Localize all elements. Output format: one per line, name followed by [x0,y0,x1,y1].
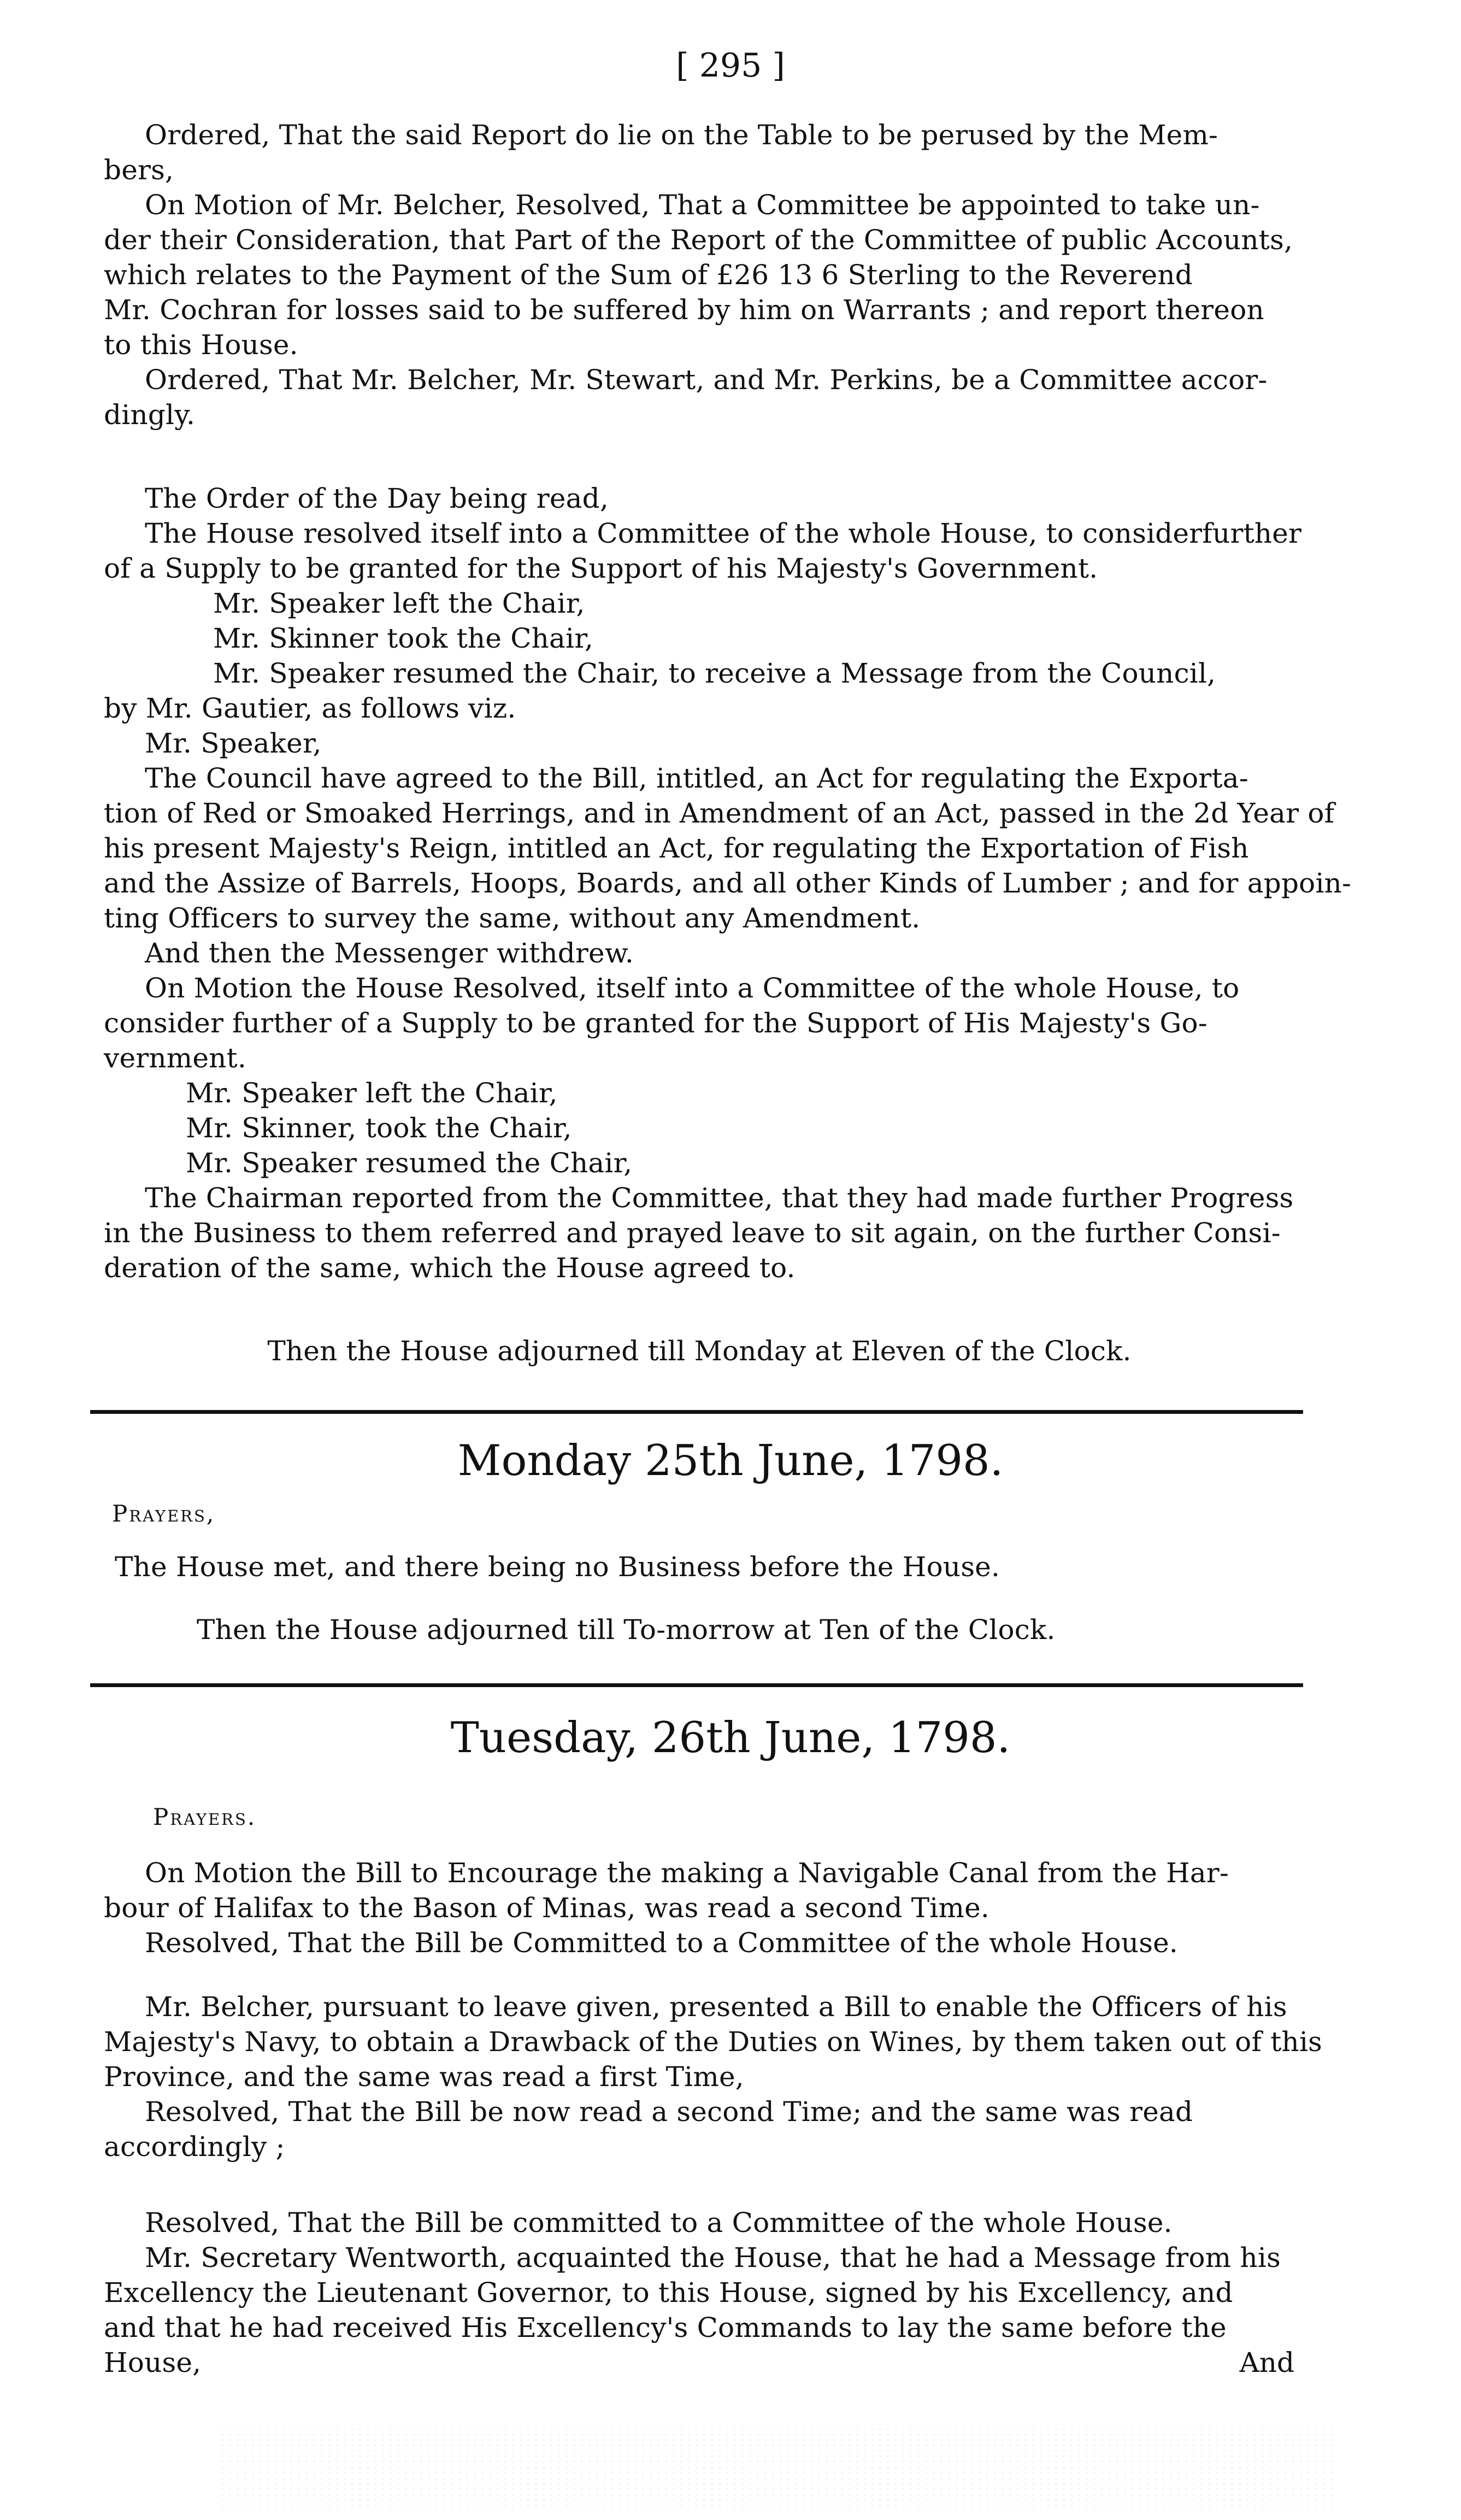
text-line: in the Business to them referred and prayed leave to sit again, on the further Consi- [104,1217,1281,1249]
text-line: Then the House adjourned till To-morrow at Ten of the Clock. [197,1614,1056,1646]
text-line: which relates to the Payment of the Sum of £26 13 6 Sterling to the Reverend [104,259,1193,291]
text-line: Excellency the Lieutenant Governor, to this House, signed by his Excellency, and [104,2277,1233,2308]
text-line: On Motion the Bill to Encourage the making a Navigable Canal from the Har- [145,1857,1229,1889]
text-line: his present Majesty's Reign, intitled an Act, for regulating the Exportation of Fish [104,832,1249,864]
text-line: Resolved, That the Bill be committed to a Committee of the whole House. [145,2207,1173,2239]
section-divider [90,1410,1303,1414]
text-line: Mr. Speaker resumed the Chair, [186,1147,633,1179]
text-line: Province, and the same was read a first Time, [104,2061,744,2093]
text-line: bour of Halifax to the Bason of Minas, was read a second Time. [104,1892,989,1924]
text-line: Mr. Speaker left the Chair, [213,588,585,619]
section-tuesday [104,1855,1295,1960]
text-line: Majesty's Navy, to obtain a Drawback of the Duties on Wines, by them taken out of this [104,2026,1322,2058]
text-line: Mr. Cochran for losses said to be suffered by him on Warrants ; and report thereon [104,294,1264,326]
section-monday [104,1549,1295,1584]
text-line: Resolved, That the Bill be now read a second Time; and the same was read [145,2096,1193,2128]
prayers-heading: Prayers. [153,1804,257,1830]
text-line: Ordered, That the said Report do lie on the Table to be perused by the Mem- [145,119,1218,151]
day-heading-monday: Monday 25th June, 1798. [457,1436,1004,1485]
text-line: Then the House adjourned till Monday at Eleven of the Clock. [267,1335,1132,1367]
section-report [104,118,1295,432]
text-line: tion of Red or Smoaked Herrings, and in Amendment of an Act, passed in the 2d Year of [104,797,1335,829]
text-line: Mr. Belcher, pursuant to leave given, presented a Bill to enable the Officers of his [145,1991,1287,2023]
text-line: Mr. Speaker, [145,727,322,759]
text-line: and the Assize of Barrels, Hoops, Boards, and all other Kinds of Lumber ; and for appoin- [104,867,1352,899]
day-heading-tuesday: Tuesday, 26th June, 1798. [450,1713,1011,1763]
catchword: And [1239,2347,1294,2378]
text-line: consider further of a Supply to be granted for the Support of His Majesty's Go- [104,1007,1207,1039]
text-line: On Motion of Mr. Belcher, Resolved, That a Committee be appointed to take un- [145,189,1260,221]
text-line: House, [104,2347,202,2378]
text-line: deration of the same, which the House agreed to. [104,1252,796,1284]
text-line: On Motion the House Resolved, itself into a Committee of the whole House, to [145,972,1240,1004]
text-line: and that he had received His Excellency's Commands to lay the same before the [104,2312,1227,2343]
text-line: The Chairman reported from the Committee, that they had made further Progress [145,1182,1294,1214]
section-supply [104,481,1352,1285]
text-line: accordingly ; [104,2131,285,2163]
text-line: Mr. Skinner, took the Chair, [186,1112,572,1144]
section-divider [90,1683,1303,1687]
text-line: The House met, and there being no Business before the House. [115,1551,1000,1583]
section-tuesday-message [104,2205,1295,2380]
text-line: Resolved, That the Bill be Committed to a Committee of the whole House. [145,1927,1179,1959]
prayers-heading: Prayers, [112,1500,216,1527]
scan-noise [219,2427,1339,2509]
text-line: ting Officers to survey the same, without any Amendment. [104,902,921,934]
text-line: by Mr. Gautier, as follows viz. [104,692,516,724]
text-line: And then the Messenger withdrew. [145,937,634,969]
text-line: The Council have agreed to the Bill, intitled, an Act for regulating the Exporta- [145,762,1248,794]
text-line: dingly. [104,399,196,431]
text-line: Mr. Speaker left the Chair, [186,1077,558,1109]
page-number: [ 295 ] [676,46,785,85]
text-line: Mr. Speaker resumed the Chair, to receive a Message from the Council, [213,657,1216,689]
text-line: der their Consideration, that Part of the Report of the Committee of public Accounts, [104,224,1293,256]
text-line: Mr. Secretary Wentworth, acquainted the House, that he had a Message from his [145,2242,1281,2274]
text-line: Ordered, That Mr. Belcher, Mr. Stewart, and Mr. Perkins, be a Committee accor- [145,364,1268,396]
text-line: bers, [104,154,174,186]
adjournment-line [104,1334,1295,1368]
section-tuesday-bill [104,1989,1322,2164]
text-line: vernment. [104,1042,246,1074]
text-line: of a Supply to be granted for the Support of his Majesty's Government. [104,553,1098,584]
text-line: The Order of the Day being read, [145,483,609,514]
text-line: to this House. [104,329,298,361]
text-line: The House resolved itself into a Committee of the whole House, to considerfurther [145,518,1302,549]
text-line: Mr. Skinner took the Chair, [213,622,593,654]
adjournment-line [104,1612,1295,1647]
